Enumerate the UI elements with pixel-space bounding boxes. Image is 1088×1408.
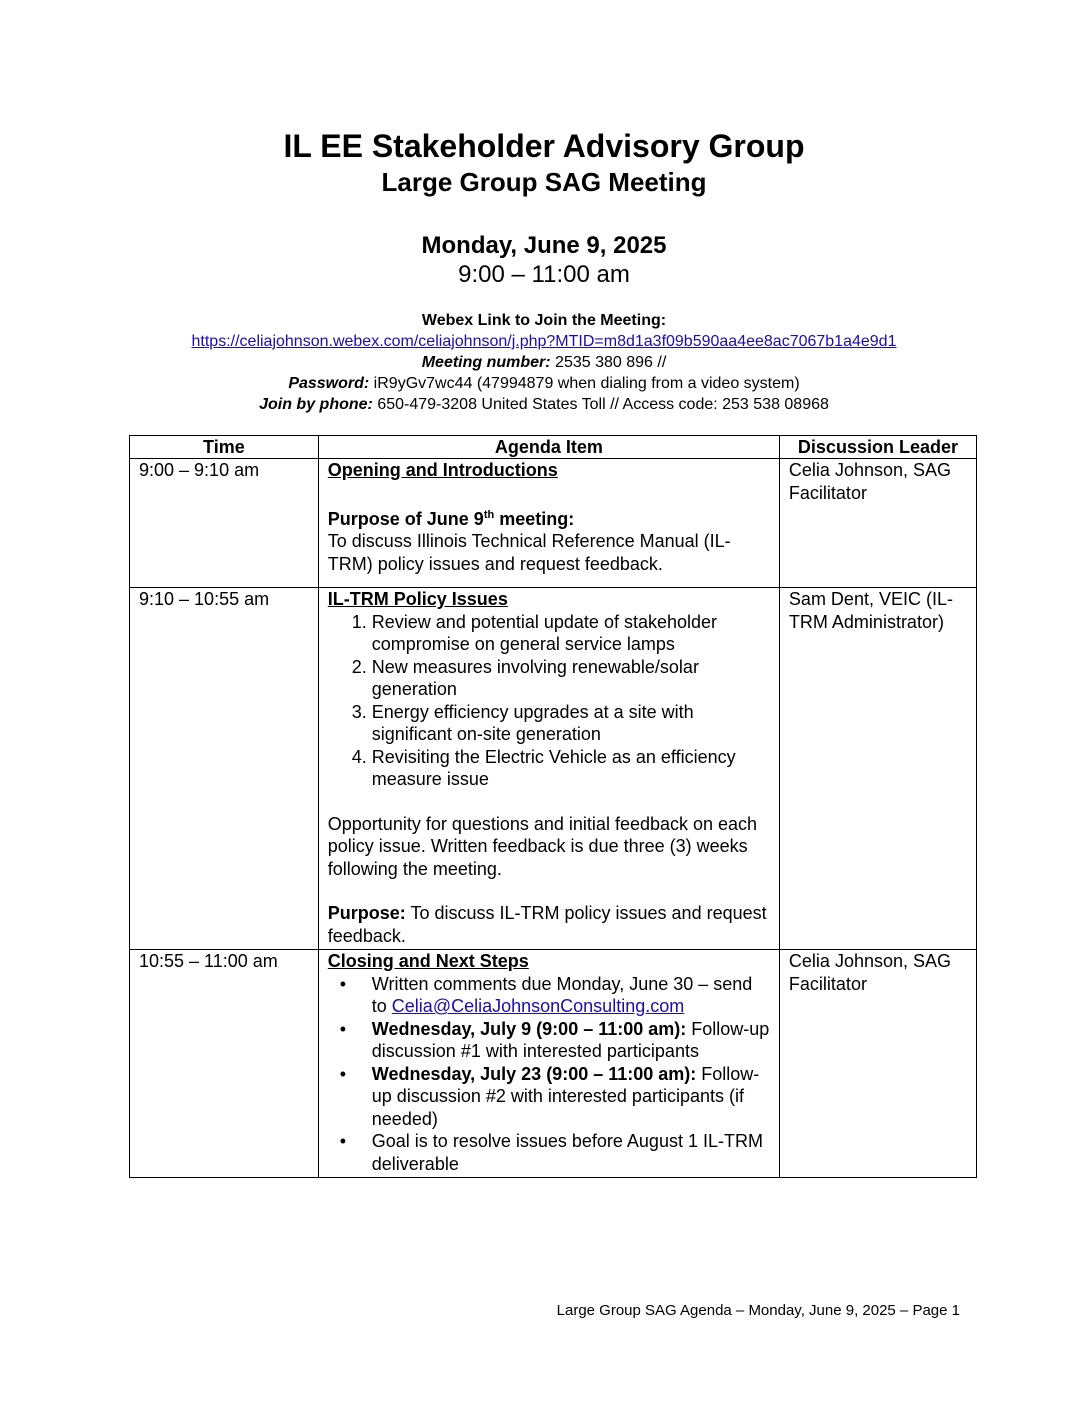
- bullet2-text: Follow-up discussion #1 with interested participants: [371, 1018, 770, 1061]
- phone-label: Join by phone:: [259, 396, 373, 413]
- table-row: [130, 459, 977, 588]
- row1-time: 9:00 – 9:10 am: [130, 459, 319, 588]
- password-label: Password:: [288, 375, 370, 392]
- row1-agenda: [318, 459, 779, 588]
- list-item: [339, 1063, 771, 1131]
- row2-opportunity: Opportunity for questions and initial feedback on each policy issue. Written feedback is due three (3) weeks following the meeting.: [327, 813, 758, 879]
- row1-heading: Opening and Introductions: [327, 460, 558, 480]
- list-item: 3. Energy efficiency upgrades at a site with significant on-site generation: [372, 701, 771, 746]
- meeting-date: Monday, June 9, 2025: [421, 232, 667, 259]
- webex-label: Webex Link to Join the Meeting:: [421, 312, 667, 329]
- row3-time: 10:55 – 11:00 am: [130, 950, 319, 1178]
- meeting-number-value: 2535 380 896 //: [550, 354, 667, 371]
- row1-purpose-label-b: meeting:: [494, 508, 575, 529]
- bullet-icon: •: [339, 973, 347, 994]
- meeting-password: [0, 373, 1088, 394]
- row1-purpose-sup: th: [483, 508, 495, 521]
- password-value: iR9yGv7wc44 (47994879 when dialing from a video system): [369, 375, 800, 392]
- row1-leader: Celia Johnson, SAG Facilitator: [779, 459, 976, 588]
- header-discussion-leader: Discussion Leader: [779, 436, 976, 459]
- meeting-info: [0, 310, 1088, 415]
- bullet4-text: Goal is to resolve issues before August 1 IL-TRM deliverable: [371, 1131, 763, 1174]
- row3-heading: Closing and Next Steps: [327, 951, 529, 971]
- row1-purpose-label-a: Purpose of June 9: [327, 508, 484, 529]
- bullet2-bold: Wednesday, July 9 (9:00 – 11:00 am):: [371, 1018, 687, 1039]
- header-time: Time: [130, 436, 319, 459]
- row3-steps-list: [328, 973, 771, 1176]
- list-item: [339, 973, 771, 1018]
- email-link[interactable]: Celia@CeliaJohnsonConsulting.com: [391, 996, 685, 1016]
- meeting-phone: [0, 394, 1088, 415]
- phone-value: 650-479-3208 United States Toll // Access code: 253 538 08968: [372, 396, 829, 413]
- list-item: [339, 1130, 771, 1175]
- row2-heading: IL-TRM Policy Issues: [327, 589, 508, 609]
- meeting-number: [0, 352, 1088, 373]
- row2-purpose: [328, 902, 771, 947]
- webex-link[interactable]: https://celiajohnson.webex.com/celiajohnson/j.php?MTID=m8d1a3f09b590aa4ee8ac7067b1a4e9d1: [191, 333, 897, 350]
- row2-leader: Sam Dent, VEIC (IL-TRM Administrator): [779, 588, 976, 950]
- header-agenda-item: Agenda Item: [318, 436, 779, 459]
- agenda-table: [129, 435, 977, 1178]
- row2-purpose-label: Purpose:: [327, 903, 406, 923]
- list-item: 4. Revisiting the Electric Vehicle as an efficiency measure issue: [372, 746, 771, 791]
- list-item: 1. Review and potential update of stakeholder compromise on general service lamps: [372, 611, 771, 656]
- row2-purpose-text: To discuss IL-TRM policy issues and request feedback.: [327, 903, 767, 946]
- document-title: IL EE Stakeholder Advisory Group: [283, 128, 805, 164]
- bullet3-bold: Wednesday, July 23 (9:00 – 11:00 am):: [371, 1063, 697, 1084]
- meeting-number-label: Meeting number:: [421, 354, 551, 371]
- row1-purpose-text: To discuss Illinois Technical Reference Manual (IL-TRM) policy issues and request feedback.: [327, 531, 731, 574]
- list-item: 2. New measures involving renewable/solar generation: [372, 656, 771, 701]
- document-subtitle: Large Group SAG Meeting: [381, 167, 707, 197]
- row1-purpose-label: [328, 504, 771, 531]
- bullet1-text: Written comments due Monday, June 30 – send to: [371, 973, 753, 1016]
- bullet3-text: Follow-up discussion #2 with interested participants (if needed): [371, 1063, 760, 1129]
- row2-time: 9:10 – 10:55 am: [130, 588, 319, 950]
- row2-agenda: [318, 588, 779, 950]
- table-row: [130, 950, 977, 1178]
- bullet-icon: •: [339, 1131, 347, 1151]
- table-row: [130, 588, 977, 950]
- meeting-time: 9:00 – 11:00 am: [458, 261, 630, 288]
- row2-issue-list: [328, 611, 771, 791]
- table-header-row: [130, 436, 977, 459]
- row3-leader: Celia Johnson, SAG Facilitator: [779, 950, 976, 1178]
- list-item: [339, 1018, 771, 1063]
- bullet-icon: •: [339, 1018, 347, 1039]
- page-footer: Large Group SAG Agenda – Monday, June 9, 2025 – Page 1: [556, 1302, 960, 1319]
- bullet-icon: •: [339, 1063, 347, 1084]
- row3-agenda: [318, 950, 779, 1178]
